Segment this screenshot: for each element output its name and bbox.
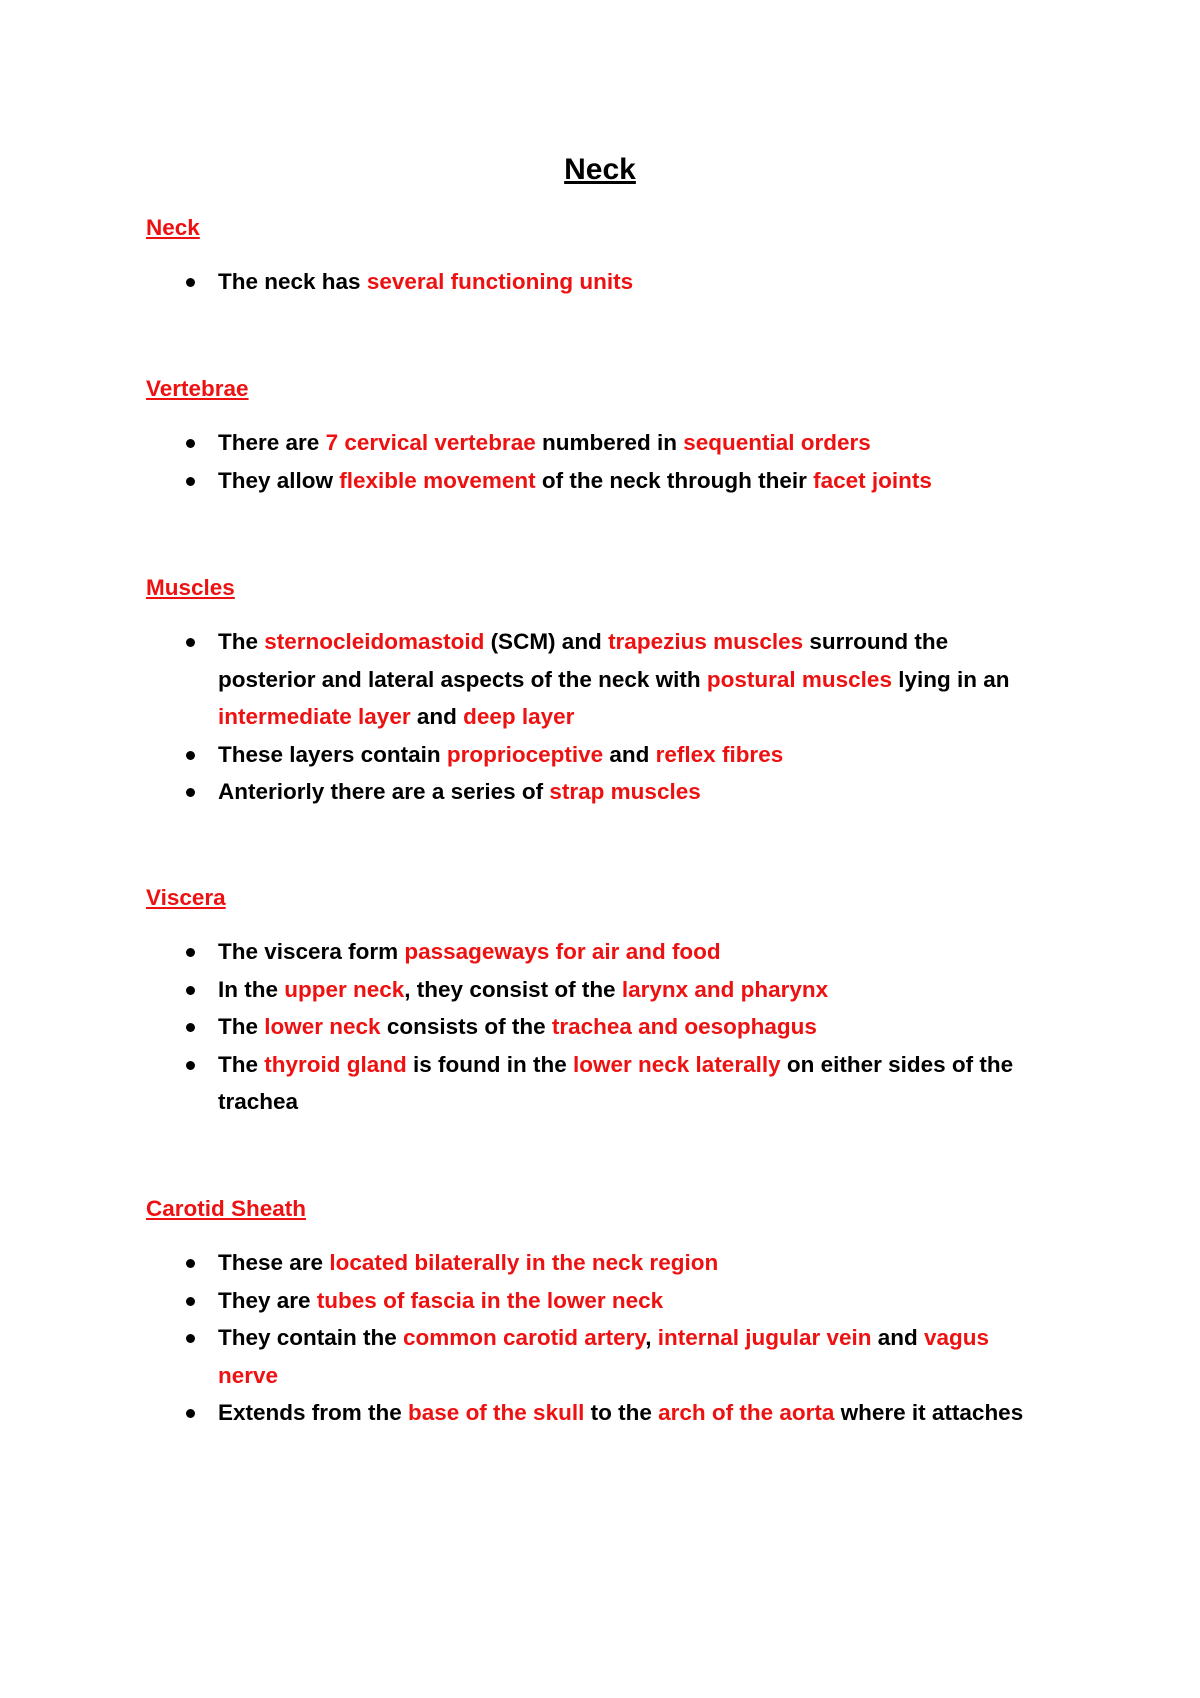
bullet-list <box>146 1244 1086 1432</box>
bullet-text: lying in an <box>891 666 1010 692</box>
bullet-text: The <box>218 1014 265 1039</box>
highlighted-term: flexible movement <box>339 467 536 493</box>
section-heading: Carotid Sheath <box>146 1196 307 1221</box>
bullet-item <box>146 933 1026 971</box>
highlighted-term: vagus nerve <box>218 1325 990 1388</box>
section-muscles <box>146 573 1086 811</box>
bullet-text: to the <box>584 1400 659 1425</box>
bullet-item <box>146 263 1026 301</box>
bullet-text: They allow <box>218 467 340 493</box>
section-heading: Muscles <box>146 575 235 600</box>
bullet-text: is found in the <box>406 1051 573 1077</box>
bullet-text: They contain the <box>218 1325 404 1350</box>
section-carotid-sheath <box>146 1194 1086 1432</box>
section-heading: Neck <box>146 215 200 240</box>
bullet-item <box>146 1008 1026 1046</box>
section-heading: Vertebrae <box>146 376 249 401</box>
bullet-dot-icon <box>186 1259 195 1268</box>
bullet-dot-icon <box>186 1297 195 1306</box>
bullet-text: on either sides of the trachea <box>218 1051 1014 1114</box>
highlighted-term: upper neck <box>284 976 405 1002</box>
highlighted-term: arch of the aorta <box>658 1400 835 1425</box>
highlighted-term: located bilaterally in the neck region <box>329 1250 719 1275</box>
bullet-item <box>146 773 1026 811</box>
highlighted-term: 7 cervical vertebrae <box>325 430 536 455</box>
bullet-text: and <box>871 1325 925 1350</box>
bullet-item <box>146 424 1026 462</box>
bullet-item <box>146 462 1026 500</box>
bullet-dot-icon <box>186 1334 195 1343</box>
bullet-text: Extends from the <box>218 1400 409 1425</box>
bullet-text: These layers contain <box>218 741 447 767</box>
bullet-dot-icon <box>186 439 195 448</box>
bullet-text: and <box>410 704 464 729</box>
highlighted-term: trapezius muscles <box>608 629 804 654</box>
highlighted-term: larynx and pharynx <box>621 976 829 1002</box>
page-title: Neck <box>564 153 636 186</box>
highlighted-term: facet joints <box>813 467 932 493</box>
highlighted-term: postural muscles <box>706 666 892 692</box>
bullet-list <box>146 933 1086 1121</box>
highlighted-term: sternocleidomastoid <box>264 629 485 654</box>
highlighted-term: several functioning units <box>366 269 634 294</box>
highlighted-term: trachea and oesophagus <box>551 1014 817 1039</box>
highlighted-term: lower neck <box>264 1014 381 1039</box>
bullet-item <box>146 971 1026 1009</box>
bullet-text: They are <box>218 1287 317 1313</box>
highlighted-term: thyroid gland <box>264 1051 407 1077</box>
bullet-item <box>146 1319 1026 1394</box>
bullet-dot-icon <box>186 1023 195 1032</box>
bullet-text: Anteriorly there are a series of <box>218 779 550 804</box>
bullet-text: where it attaches <box>834 1400 1024 1425</box>
bullet-dot-icon <box>186 477 195 486</box>
section-viscera <box>146 883 1086 1121</box>
bullet-item <box>146 623 1026 736</box>
bullet-text: The <box>218 629 265 654</box>
highlighted-term: sequential orders <box>683 430 871 455</box>
highlighted-term: strap muscles <box>549 779 701 804</box>
bullet-dot-icon <box>186 278 195 287</box>
bullet-text: and <box>603 741 656 767</box>
bullet-text: (SCM) and <box>484 629 609 654</box>
highlighted-term: reflex fibres <box>655 741 784 767</box>
bullet-text: There are <box>218 430 326 455</box>
bullet-text: consists of the <box>380 1014 552 1039</box>
bullet-list <box>146 263 1086 301</box>
bullet-dot-icon <box>186 751 195 760</box>
bullet-dot-icon <box>186 948 195 957</box>
bullet-text: of the neck through their <box>535 467 814 493</box>
highlighted-term: proprioceptive <box>446 741 604 767</box>
bullet-list <box>146 424 1086 499</box>
bullet-item <box>146 1046 1026 1121</box>
highlighted-term: tubes of fascia in the lower neck <box>316 1287 664 1313</box>
bullet-text: , they consist of the <box>404 976 622 1002</box>
section-heading: Viscera <box>146 885 226 910</box>
highlighted-term: deep layer <box>463 704 575 729</box>
highlighted-term: lower neck laterally <box>573 1051 781 1077</box>
highlighted-term: intermediate layer <box>218 704 411 729</box>
bullet-item <box>146 1282 1026 1320</box>
highlighted-term: internal jugular vein <box>657 1325 872 1350</box>
bullet-item <box>146 1244 1026 1282</box>
bullet-dot-icon <box>186 638 195 647</box>
highlighted-term: base of the skull <box>408 1400 585 1425</box>
bullet-text: The <box>218 1051 265 1077</box>
section-vertebrae <box>146 374 1086 499</box>
bullet-dot-icon <box>186 1409 195 1418</box>
section-neck <box>146 213 1086 301</box>
bullet-text: These are <box>218 1250 330 1275</box>
bullet-text: , <box>645 1325 658 1350</box>
highlighted-term: passageways for air and food <box>404 939 721 964</box>
bullet-text: In the <box>218 976 285 1002</box>
bullet-item <box>146 736 1026 774</box>
bullet-dot-icon <box>186 986 195 995</box>
bullet-item <box>146 1394 1026 1432</box>
bullet-text: The viscera form <box>218 939 405 964</box>
bullet-dot-icon <box>186 788 195 797</box>
bullet-list <box>146 623 1086 811</box>
highlighted-term: common carotid artery <box>403 1325 646 1350</box>
bullet-text: surround the posterior and lateral aspects of the neck with <box>218 629 949 692</box>
bullet-text: numbered in <box>535 430 684 455</box>
bullet-dot-icon <box>186 1061 195 1070</box>
bullet-text: The neck has <box>218 269 367 294</box>
